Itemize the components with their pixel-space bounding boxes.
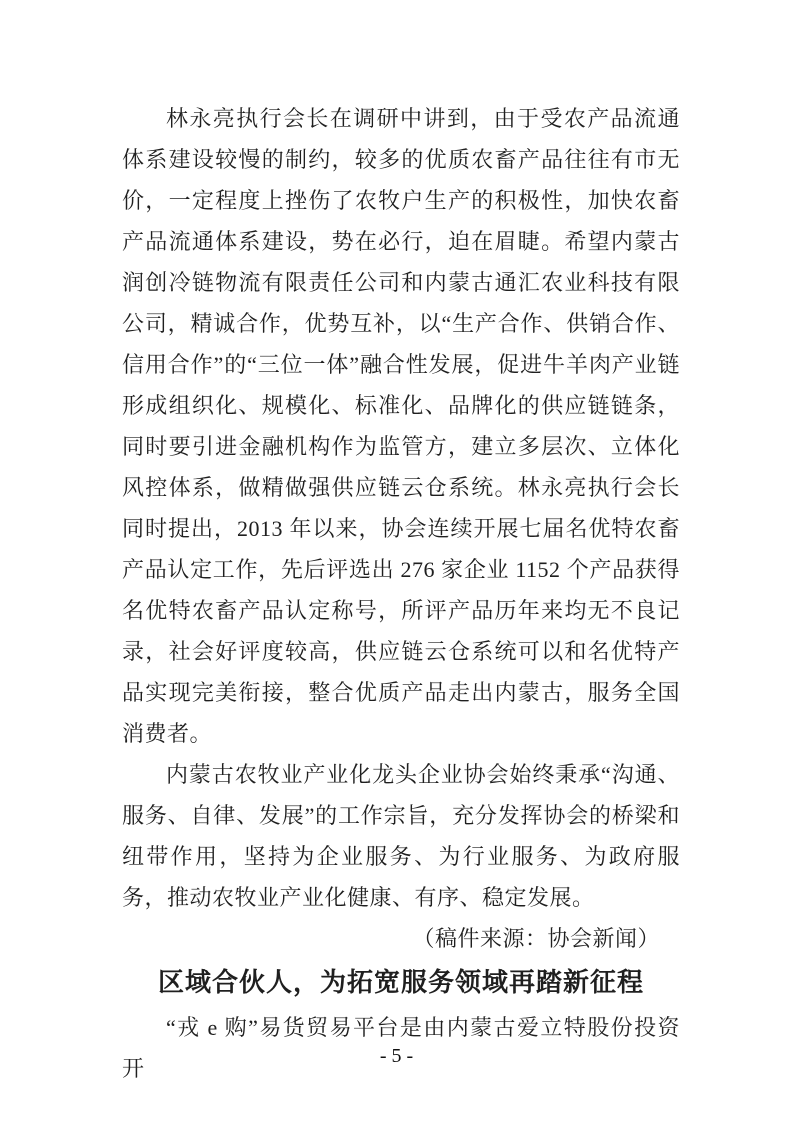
paragraph-association-mission: 内蒙古农牧业产业化龙头企业协会始终秉承“沟通、服务、自律、发展”的工作宗旨，充分发挥协会的桥梁和纽带作用，坚持为企业服务、为行业服务、为政府服务，推动农牧业产业化健康、有序、稳定发展。 bbox=[122, 762, 680, 910]
paragraph-research-remarks: 林永亮执行会长在调研中讲到，由于受农产品流通体系建设较慢的制约，较多的优质农畜产品往往有市无价，一定程度上挫伤了农牧户生产的积极性，加快农畜产品流通体系建设，势在必行，迫在眉睫。希望内蒙古润创冷链物流有限责任公司和内蒙古通汇农业科技有限公司，精诚合作，优势互补，以“生产合作、供销合作、信用合作”的“三位一体”融合性发展，促进牛羊肉产业链形成组织化、规模化、标准化、品牌化的供应链链条，同时要引进金融机构作为监管方，建立多层次、立体化风控体系，做精做强供应链云仓系统。林永亮执行会长同时提出，2013 年以来，协会连续开展七届名优特农畜产品认定工作，先后评选出 276 家企业 1152 个产品获得名优特农畜产品认定称号，所评产品历年来均无不良记录，社会好评度较高，供应链云仓系统可以和名优特产品实现完美衔接，整合优质产品走出内蒙古，服务全国消费者。 bbox=[122, 106, 680, 746]
source-attribution: （稿件来源：协会新闻） bbox=[412, 926, 660, 951]
section-heading: 区域合伙人，为拓宽服务领域再踏新征程 bbox=[157, 968, 644, 997]
paragraph-rong-e-gou-intro: “戎 e 购”易货贸易平台是由内蒙古爱立特股份投资开 bbox=[122, 1015, 680, 1081]
page-number: - 5 - bbox=[379, 1045, 414, 1067]
document-body bbox=[122, 98, 680, 1089]
